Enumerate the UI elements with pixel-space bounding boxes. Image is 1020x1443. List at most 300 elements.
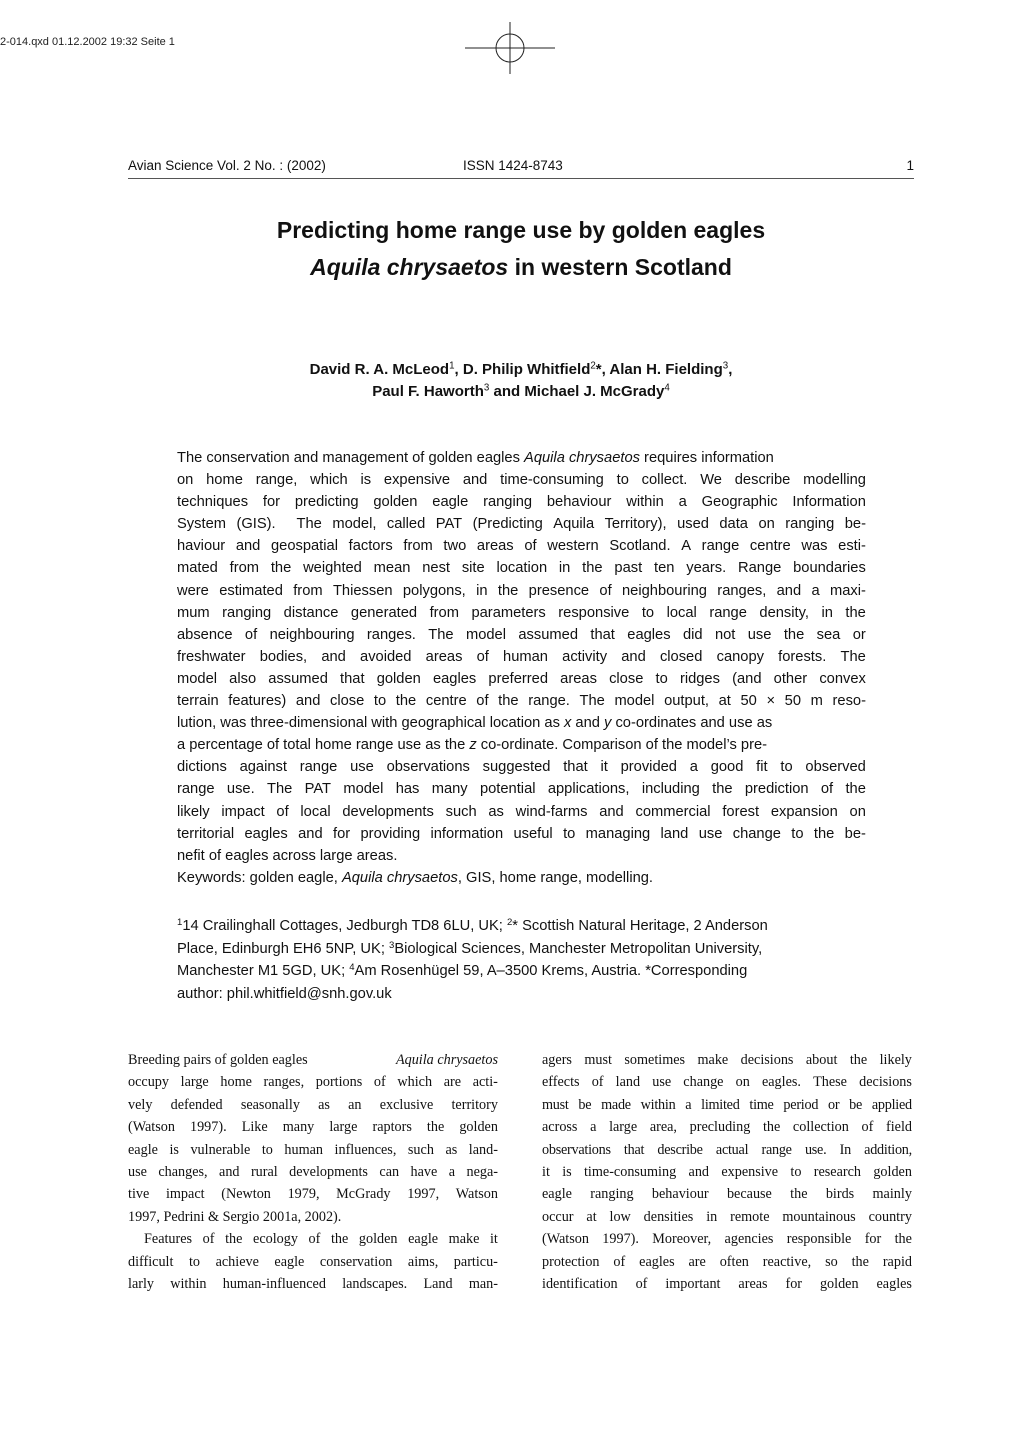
word: 50 bbox=[784, 693, 802, 710]
abstract-line bbox=[177, 823, 866, 845]
word: location bbox=[496, 560, 548, 577]
word: field bbox=[885, 1119, 912, 1136]
affiliation-marker: 3 bbox=[389, 939, 395, 951]
word: decisions bbox=[859, 1074, 912, 1091]
author-name: David R. A. McLeod bbox=[309, 361, 450, 378]
abstract-line bbox=[177, 734, 866, 756]
word: it bbox=[542, 1163, 550, 1180]
word: a bbox=[590, 1119, 597, 1136]
word: prediction bbox=[744, 781, 809, 798]
word: be- bbox=[844, 516, 866, 533]
word: low bbox=[609, 1208, 631, 1225]
word: it bbox=[489, 1231, 498, 1248]
word: the bbox=[790, 1186, 808, 1203]
word: of bbox=[591, 1074, 604, 1091]
word: home bbox=[220, 1074, 252, 1091]
word: human bbox=[284, 1141, 324, 1158]
word: be bbox=[578, 1096, 592, 1113]
word: many bbox=[431, 781, 468, 798]
word: model, bbox=[332, 516, 377, 533]
word: were bbox=[177, 582, 209, 599]
word: (Watson bbox=[542, 1231, 589, 1248]
word: impact bbox=[221, 803, 265, 820]
paper-title bbox=[128, 212, 914, 286]
affiliation-line bbox=[177, 915, 866, 938]
word: the bbox=[845, 781, 866, 798]
word: used bbox=[677, 516, 709, 533]
word: vely bbox=[128, 1096, 153, 1113]
variable-x: x bbox=[564, 715, 572, 732]
word: of bbox=[476, 648, 489, 665]
word: at bbox=[586, 1208, 597, 1225]
word: past bbox=[614, 560, 643, 577]
word: human bbox=[503, 648, 548, 665]
word: occur bbox=[542, 1208, 574, 1225]
word: are bbox=[688, 1253, 706, 1270]
word: range bbox=[709, 604, 747, 621]
word: large bbox=[609, 1119, 638, 1136]
word: dictions bbox=[177, 759, 227, 776]
word: important bbox=[665, 1275, 721, 1292]
word: a bbox=[689, 759, 698, 776]
body-line bbox=[542, 1071, 912, 1093]
word: terrain bbox=[177, 693, 219, 710]
word: the bbox=[894, 1231, 912, 1248]
abstract-text: requires information bbox=[639, 450, 774, 466]
word: 50 bbox=[740, 693, 757, 710]
word: neighbouring bbox=[269, 626, 355, 643]
word: change bbox=[732, 825, 781, 842]
word: impact bbox=[165, 1186, 205, 1203]
word: often bbox=[719, 1253, 749, 1270]
word: geospatial bbox=[271, 538, 338, 555]
word: home bbox=[206, 472, 243, 489]
word: against bbox=[239, 759, 287, 776]
keywords bbox=[177, 867, 866, 889]
word: achieve bbox=[215, 1253, 259, 1270]
word: potential bbox=[479, 781, 536, 798]
word: Scotland. bbox=[609, 538, 671, 555]
word: the bbox=[783, 626, 805, 643]
word: because bbox=[726, 1186, 772, 1203]
word: defended bbox=[170, 1096, 223, 1113]
keywords-text: , GIS, home range, modelling. bbox=[457, 869, 653, 886]
word: for bbox=[864, 1231, 882, 1248]
word: 1979, bbox=[287, 1186, 320, 1203]
word: absence bbox=[177, 626, 233, 643]
word: portions bbox=[315, 1074, 363, 1091]
word: birds bbox=[825, 1186, 855, 1203]
word: behaviour bbox=[546, 494, 612, 511]
word: ranging bbox=[590, 1186, 634, 1203]
word: use. bbox=[226, 781, 255, 798]
word: describe bbox=[734, 472, 791, 489]
word: which bbox=[397, 1074, 433, 1091]
author-name: , D. Philip Whitfield bbox=[454, 361, 591, 378]
word: years. bbox=[686, 560, 727, 577]
body-line bbox=[128, 1183, 498, 1205]
word: mainly bbox=[872, 1186, 912, 1203]
word: and bbox=[235, 538, 261, 555]
word: be- bbox=[844, 825, 866, 842]
word: ecology bbox=[253, 1231, 298, 1248]
word: landscapes. bbox=[342, 1275, 408, 1292]
word: ten bbox=[653, 560, 675, 577]
word: eagles bbox=[639, 1253, 675, 1270]
word: areas bbox=[476, 538, 514, 555]
body-line bbox=[128, 1228, 498, 1250]
species-name: Aquila chrysaetos bbox=[395, 1052, 498, 1068]
word: expansion bbox=[770, 803, 838, 820]
word: convex bbox=[819, 670, 866, 687]
word: range. bbox=[528, 693, 570, 710]
word: eagle bbox=[128, 1141, 158, 1158]
affiliation-marker: 3 bbox=[483, 382, 490, 394]
word: including bbox=[641, 781, 700, 798]
affiliation-line bbox=[177, 960, 866, 983]
page-number: 1 bbox=[906, 158, 914, 173]
word: larly bbox=[128, 1275, 154, 1292]
word: period bbox=[783, 1096, 819, 1113]
abstract-text: lution, was three-dimensional with geographical location as bbox=[177, 715, 564, 732]
word: eagle bbox=[274, 1253, 305, 1270]
word: identification bbox=[542, 1275, 618, 1292]
abstract bbox=[177, 447, 866, 889]
word: that bbox=[563, 759, 588, 776]
word: acti- bbox=[472, 1074, 498, 1091]
word: useful bbox=[513, 825, 553, 842]
word: vulnerable bbox=[190, 1141, 251, 1158]
word: eagle bbox=[542, 1186, 572, 1203]
word: for bbox=[333, 825, 351, 842]
abstract-line bbox=[177, 535, 866, 557]
word: observed bbox=[805, 759, 866, 776]
word: land bbox=[615, 1074, 641, 1091]
word: sometimes bbox=[624, 1052, 686, 1068]
word: ranging bbox=[785, 516, 835, 533]
word: effects bbox=[542, 1074, 580, 1091]
word: so bbox=[825, 1253, 838, 1270]
body-line bbox=[128, 1273, 498, 1295]
word: A bbox=[681, 538, 692, 555]
word: Like bbox=[241, 1119, 268, 1136]
word: of bbox=[524, 538, 537, 555]
word: collection bbox=[792, 1119, 849, 1136]
word: an bbox=[348, 1096, 362, 1113]
word: decisions bbox=[740, 1052, 794, 1068]
word: from bbox=[429, 604, 459, 621]
word: mated bbox=[177, 560, 218, 577]
word: time-consuming bbox=[583, 1163, 677, 1180]
word: use bbox=[747, 626, 772, 643]
word: made bbox=[601, 1096, 631, 1113]
abstract-text: co-ordinates and use as bbox=[611, 715, 773, 732]
word: model bbox=[465, 626, 506, 643]
word: a bbox=[811, 582, 820, 599]
word: not bbox=[714, 626, 736, 643]
word: are bbox=[443, 1074, 462, 1091]
word: be bbox=[849, 1096, 863, 1113]
affiliation-marker: 1 bbox=[177, 916, 183, 928]
word: from bbox=[293, 582, 323, 599]
word: a bbox=[448, 1163, 456, 1180]
word: The bbox=[296, 516, 322, 533]
word: use bbox=[350, 759, 374, 776]
word: actual bbox=[715, 1141, 749, 1158]
word: golden bbox=[819, 1275, 859, 1292]
word: as bbox=[445, 1141, 458, 1158]
word: large bbox=[180, 1074, 209, 1091]
word: as bbox=[488, 803, 504, 820]
variable-y: y bbox=[604, 715, 612, 732]
word: factors bbox=[348, 538, 393, 555]
word: behaviour bbox=[651, 1186, 709, 1203]
body-line bbox=[542, 1251, 912, 1273]
word: × bbox=[766, 693, 776, 710]
word: golden bbox=[873, 1163, 912, 1180]
word: Information bbox=[792, 494, 866, 511]
body-line bbox=[542, 1116, 912, 1138]
word: neighbouring bbox=[622, 582, 707, 599]
word: centre bbox=[425, 693, 467, 710]
word: avoided bbox=[360, 648, 412, 665]
word: providing bbox=[360, 825, 421, 842]
word: presence bbox=[528, 582, 590, 599]
body-line bbox=[542, 1094, 912, 1116]
word: many bbox=[282, 1119, 315, 1136]
word: remote bbox=[730, 1208, 770, 1225]
word: applied bbox=[871, 1096, 912, 1113]
word: did bbox=[682, 626, 703, 643]
species-name: Aquila chrysaetos bbox=[524, 450, 640, 466]
word: which bbox=[310, 472, 348, 489]
body-line bbox=[128, 1049, 498, 1071]
abstract-text: co-ordinate. Comparison of the model’s pre- bbox=[476, 737, 768, 754]
word: have bbox=[410, 1163, 438, 1180]
word: range, bbox=[255, 472, 298, 489]
word: to bbox=[780, 759, 793, 776]
word: range bbox=[701, 538, 740, 555]
word: polygons, bbox=[402, 582, 466, 599]
word: information bbox=[430, 825, 504, 842]
word: range bbox=[299, 759, 338, 776]
word: System bbox=[177, 516, 226, 533]
word: western bbox=[547, 538, 599, 555]
word: it bbox=[600, 759, 608, 776]
word: of bbox=[202, 1231, 215, 1248]
word: PAT bbox=[435, 516, 463, 533]
author-separator: , bbox=[728, 361, 733, 378]
word: ranging bbox=[222, 604, 272, 621]
word: is bbox=[169, 1141, 179, 1158]
word: distance bbox=[283, 604, 339, 621]
word: occupy bbox=[128, 1074, 169, 1091]
word: the bbox=[849, 1052, 868, 1068]
word: (Watson bbox=[128, 1119, 175, 1136]
word: and bbox=[621, 648, 646, 665]
word: such bbox=[407, 1141, 434, 1158]
affiliation-line bbox=[177, 938, 866, 961]
author-name: Paul F. Haworth bbox=[372, 383, 484, 400]
word: maxi- bbox=[830, 582, 866, 599]
word: eagle bbox=[408, 1231, 439, 1248]
word: in bbox=[476, 582, 488, 599]
word: ranges. bbox=[366, 626, 416, 643]
abstract-line bbox=[177, 801, 866, 823]
word: density, bbox=[759, 604, 809, 621]
word: in bbox=[558, 560, 571, 577]
word: eagles. bbox=[761, 1074, 801, 1091]
word: esti- bbox=[838, 538, 866, 555]
word: research bbox=[813, 1163, 861, 1180]
word: golden bbox=[459, 1119, 498, 1136]
word: canopy bbox=[716, 648, 764, 665]
word: expensive bbox=[383, 472, 451, 489]
word: make bbox=[697, 1052, 729, 1068]
word: commercial bbox=[635, 803, 711, 820]
abstract-text: The conservation and management of golden eagles bbox=[177, 450, 525, 466]
word: observations bbox=[386, 759, 470, 776]
word: as bbox=[318, 1096, 330, 1113]
word: We bbox=[700, 472, 722, 489]
word: sea bbox=[816, 626, 841, 643]
word: the bbox=[225, 1231, 243, 1248]
affiliation-marker: 4 bbox=[349, 961, 355, 973]
word: eagles bbox=[432, 670, 477, 687]
word: on bbox=[735, 1074, 750, 1091]
abstract-line bbox=[177, 756, 866, 778]
abstract-line bbox=[177, 513, 866, 535]
word: a bbox=[685, 1096, 692, 1113]
abstract-line bbox=[177, 624, 866, 646]
author-name: and Michael J. McGrady bbox=[489, 383, 665, 400]
affiliation-marker: 1 bbox=[449, 360, 455, 372]
word: man- bbox=[468, 1275, 498, 1292]
affiliation-text: * Scottish Natural Heritage, 2 Anderson bbox=[512, 918, 768, 934]
body-line bbox=[128, 1094, 498, 1116]
word: eagle bbox=[432, 494, 469, 511]
word: boundaries bbox=[793, 560, 866, 577]
word: the bbox=[270, 560, 292, 577]
word: protection bbox=[542, 1253, 600, 1270]
word: areas bbox=[738, 1275, 768, 1292]
keywords-label: Keywords: golden eagle, bbox=[177, 869, 342, 886]
word: within bbox=[170, 1275, 207, 1292]
word: for bbox=[262, 494, 281, 511]
body-column-left bbox=[128, 1049, 498, 1295]
word: collect. bbox=[641, 472, 688, 489]
word: range bbox=[761, 1141, 792, 1158]
affiliation-text: Biological Sciences, Manchester Metropolitan University, bbox=[394, 940, 763, 957]
affiliations bbox=[177, 915, 866, 1005]
word: aims, bbox=[407, 1253, 439, 1270]
word: (GIS). bbox=[236, 516, 276, 533]
word: to bbox=[188, 1253, 201, 1270]
word: These bbox=[813, 1074, 847, 1091]
print-slug: 2-014.qxd 01.12.2002 19:32 Seite 1 bbox=[0, 36, 175, 48]
word: the bbox=[497, 582, 519, 599]
word: responsible bbox=[786, 1231, 852, 1248]
word: country bbox=[868, 1208, 912, 1225]
word: Range bbox=[738, 560, 782, 577]
word: The bbox=[428, 626, 454, 643]
title-line-2-rest: in western Scotland bbox=[508, 254, 732, 280]
word: forest bbox=[722, 803, 760, 820]
variable-z: z bbox=[469, 737, 477, 754]
title-species-name: Aquila chrysaetos bbox=[310, 254, 509, 280]
word: seasonally bbox=[240, 1096, 300, 1113]
word: Features bbox=[144, 1231, 193, 1248]
word: is bbox=[360, 472, 372, 489]
word: and bbox=[298, 825, 323, 842]
word: territorial bbox=[177, 825, 235, 842]
issn: ISSN 1424-8743 bbox=[463, 158, 563, 173]
word: territory bbox=[451, 1096, 498, 1113]
word: model bbox=[343, 781, 384, 798]
word: of bbox=[373, 1074, 386, 1091]
body-line bbox=[128, 1251, 498, 1273]
word: provided bbox=[620, 759, 677, 776]
abstract-text: a percentage of total home range use as the bbox=[177, 737, 470, 754]
body-line bbox=[128, 1161, 498, 1183]
word: of bbox=[244, 626, 258, 643]
word: land bbox=[660, 825, 689, 842]
affiliation-marker: 3 bbox=[722, 360, 729, 372]
word: PAT bbox=[304, 781, 332, 798]
word: raptors bbox=[372, 1119, 412, 1136]
author-line-2 bbox=[128, 381, 914, 403]
word: human-influenced bbox=[222, 1275, 326, 1292]
word: site bbox=[461, 560, 485, 577]
body-line bbox=[128, 1139, 498, 1161]
word: also bbox=[229, 670, 257, 687]
word: other bbox=[773, 670, 808, 687]
word: of bbox=[599, 582, 612, 599]
word: in bbox=[706, 1208, 718, 1225]
word: to bbox=[790, 1163, 802, 1180]
word: of bbox=[861, 1119, 874, 1136]
word: to bbox=[261, 1141, 273, 1158]
abstract-line bbox=[177, 469, 866, 491]
word: eagles bbox=[876, 1275, 912, 1292]
word: close bbox=[609, 670, 644, 687]
word: assumed bbox=[268, 670, 328, 687]
word: tive bbox=[128, 1186, 150, 1203]
body-line bbox=[542, 1161, 912, 1183]
word: changes, bbox=[158, 1163, 208, 1180]
word: Thiessen bbox=[332, 582, 393, 599]
word: developments bbox=[342, 803, 434, 820]
abstract-line bbox=[177, 491, 866, 513]
affiliation-text: Place, Edinburgh EH6 5NP, UK; bbox=[177, 940, 389, 957]
word: centre bbox=[749, 538, 791, 555]
word: change bbox=[683, 1074, 724, 1091]
word: The bbox=[267, 781, 293, 798]
author-line-1 bbox=[128, 359, 914, 381]
word: predicting bbox=[294, 494, 359, 511]
word: and bbox=[295, 693, 321, 710]
word: forests. bbox=[778, 648, 827, 665]
word: was bbox=[801, 538, 828, 555]
species-name: Aquila chrysaetos bbox=[341, 869, 458, 886]
word: to bbox=[616, 472, 629, 489]
abstract-line bbox=[177, 778, 866, 800]
word: managing bbox=[585, 825, 651, 842]
word: ranges, bbox=[263, 1074, 305, 1091]
abstract-line bbox=[177, 447, 866, 469]
word: to bbox=[641, 604, 655, 621]
word: eagles bbox=[627, 626, 671, 643]
